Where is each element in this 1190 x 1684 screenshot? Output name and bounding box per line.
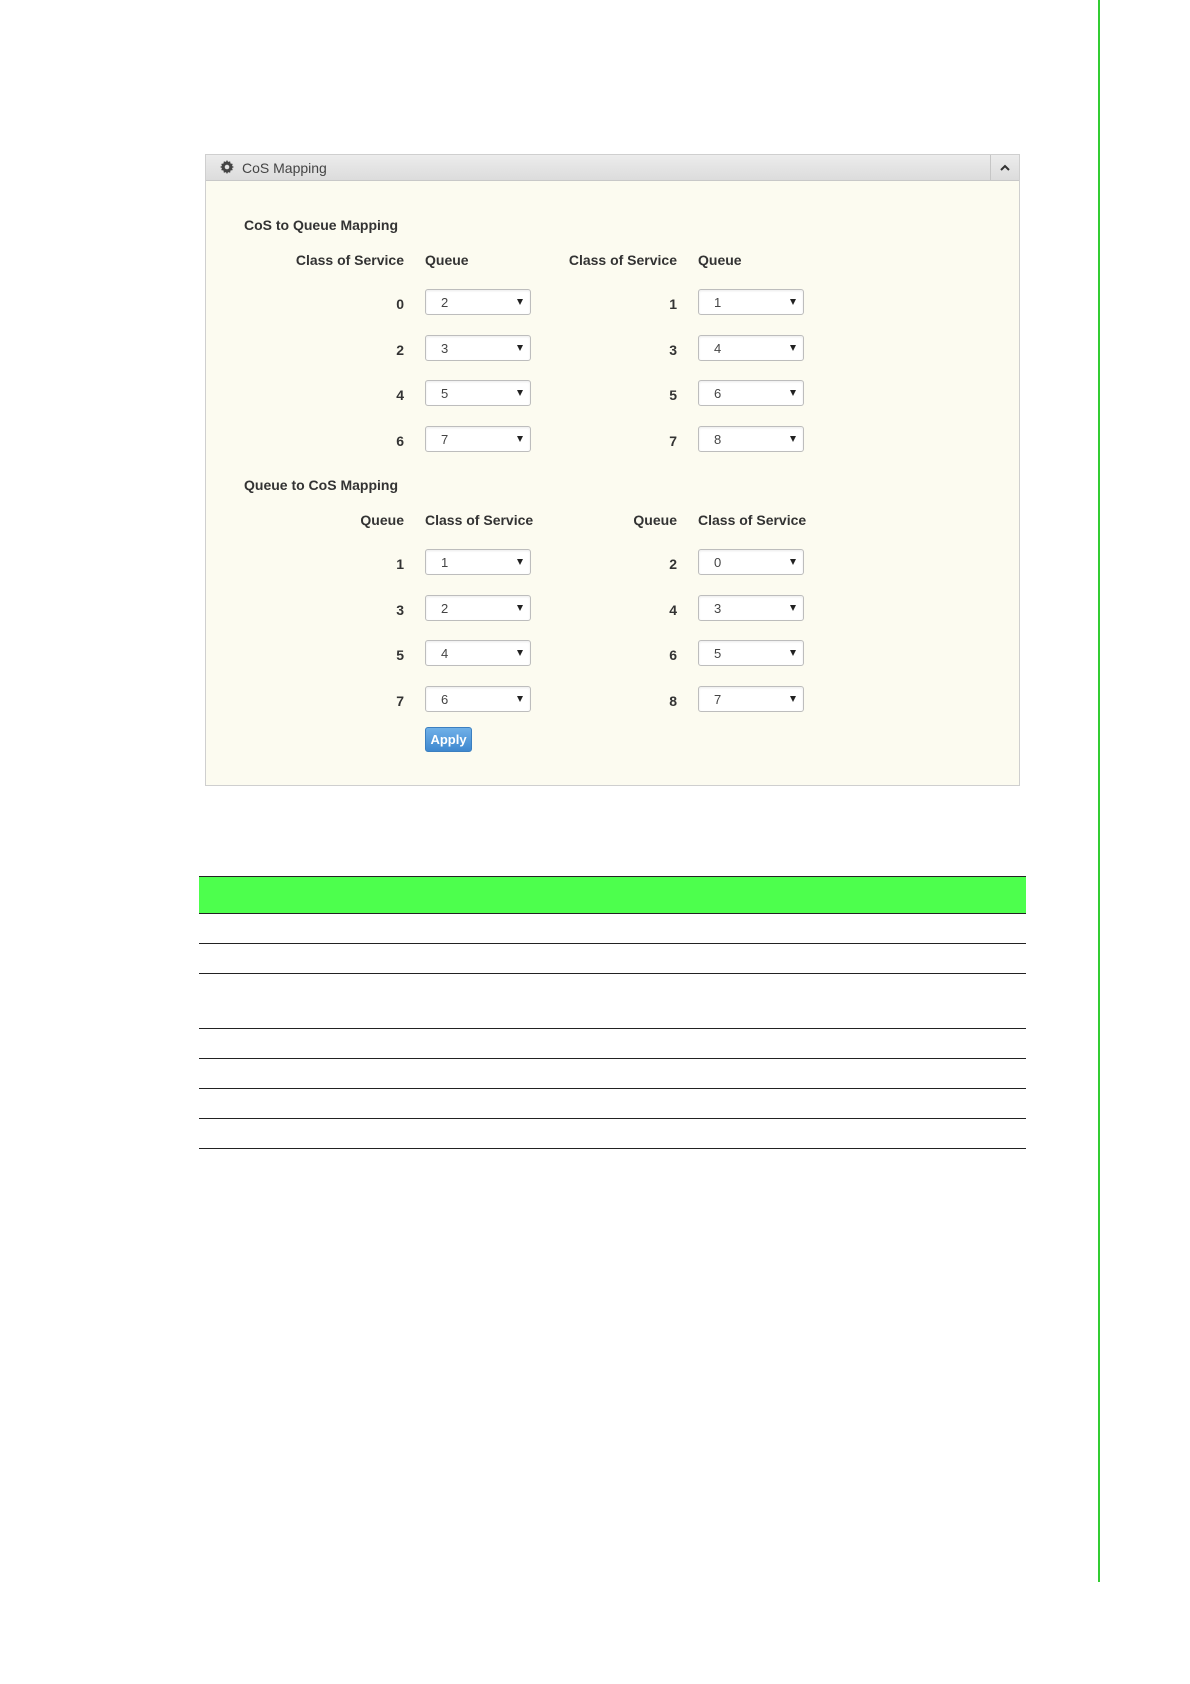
col-header-cos-right: Class of Service — [568, 252, 677, 268]
select-value: 5 — [441, 386, 449, 401]
panel-header — [206, 155, 1019, 181]
queue-select[interactable] — [698, 335, 804, 361]
select-value: 6 — [441, 692, 449, 707]
cos-label: 2 — [396, 342, 404, 358]
cos-select[interactable] — [698, 549, 804, 575]
select-value: 0 — [714, 555, 722, 570]
table-header-row — [199, 876, 1026, 914]
select-value: 3 — [441, 341, 449, 356]
queue-select[interactable] — [698, 426, 804, 452]
cos-label: 6 — [396, 433, 404, 449]
queue-select[interactable] — [425, 380, 531, 406]
select-value: 8 — [714, 432, 722, 447]
cos-label: 1 — [669, 296, 677, 312]
cos-label: 7 — [669, 433, 677, 449]
chevron-up-icon[interactable] — [998, 161, 1012, 175]
cos-select[interactable] — [698, 640, 804, 666]
cos-to-queue-title: CoS to Queue Mapping — [244, 217, 398, 233]
table-row-divider — [199, 943, 1026, 944]
select-value: 1 — [441, 555, 449, 570]
table-row-divider — [199, 973, 1026, 974]
queue-to-cos-title: Queue to CoS Mapping — [244, 477, 398, 493]
table-row-divider — [199, 1118, 1026, 1119]
queue-label: 3 — [396, 602, 404, 618]
queue-select[interactable] — [425, 335, 531, 361]
queue-label: 4 — [669, 602, 677, 618]
col-header-queue-right: Queue — [698, 252, 742, 268]
cos-select[interactable] — [425, 595, 531, 621]
cos-select[interactable] — [425, 686, 531, 712]
page-side-rule — [1098, 0, 1100, 1582]
queue-select[interactable] — [425, 426, 531, 452]
queue-select[interactable] — [698, 289, 804, 315]
select-value: 4 — [441, 646, 449, 661]
cos-select[interactable] — [425, 640, 531, 666]
table-row-divider — [199, 1058, 1026, 1059]
gear-icon — [220, 160, 234, 174]
dropdown-arrow-icon — [517, 390, 523, 396]
select-value: 5 — [714, 646, 722, 661]
col-header-cos-left: Class of Service — [425, 512, 534, 528]
select-value: 2 — [441, 601, 449, 616]
queue-label: 5 — [396, 647, 404, 663]
cos-label: 0 — [396, 296, 404, 312]
header-divider — [990, 155, 991, 180]
select-value: 3 — [714, 601, 722, 616]
col-header-queue-left: Queue — [360, 512, 404, 528]
dropdown-arrow-icon — [517, 696, 523, 702]
cos-label: 5 — [669, 387, 677, 403]
select-value: 1 — [714, 295, 722, 310]
dropdown-arrow-icon — [517, 436, 523, 442]
dropdown-arrow-icon — [790, 605, 796, 611]
cos-label: 4 — [396, 387, 404, 403]
queue-select[interactable] — [425, 289, 531, 315]
select-value: 6 — [714, 386, 722, 401]
dropdown-arrow-icon — [517, 559, 523, 565]
dropdown-arrow-icon — [517, 605, 523, 611]
apply-button[interactable]: Apply — [425, 727, 472, 752]
queue-label: 7 — [396, 693, 404, 709]
queue-label: 6 — [669, 647, 677, 663]
cos-label: 3 — [669, 342, 677, 358]
dropdown-arrow-icon — [790, 345, 796, 351]
dropdown-arrow-icon — [790, 696, 796, 702]
cos-select[interactable] — [425, 549, 531, 575]
col-header-queue-right: Queue — [633, 512, 677, 528]
dropdown-arrow-icon — [517, 345, 523, 351]
dropdown-arrow-icon — [790, 390, 796, 396]
queue-label: 2 — [669, 556, 677, 572]
dropdown-arrow-icon — [790, 650, 796, 656]
select-value: 7 — [714, 692, 722, 707]
queue-label: 1 — [396, 556, 404, 572]
col-header-queue-left: Queue — [425, 252, 469, 268]
dropdown-arrow-icon — [517, 299, 523, 305]
col-header-cos-right: Class of Service — [698, 512, 807, 528]
table-row-divider — [199, 1148, 1026, 1149]
dropdown-arrow-icon — [790, 559, 796, 565]
queue-label: 8 — [669, 693, 677, 709]
col-header-cos-left: Class of Service — [295, 252, 404, 268]
dropdown-arrow-icon — [790, 436, 796, 442]
dropdown-arrow-icon — [790, 299, 796, 305]
table-row-divider — [199, 1028, 1026, 1029]
cos-select[interactable] — [698, 595, 804, 621]
table-row-divider — [199, 1088, 1026, 1089]
queue-select[interactable] — [698, 380, 804, 406]
select-value: 7 — [441, 432, 449, 447]
cos-select[interactable] — [698, 686, 804, 712]
select-value: 2 — [441, 295, 449, 310]
cos-mapping-panel — [205, 154, 1020, 786]
dropdown-arrow-icon — [517, 650, 523, 656]
select-value: 4 — [714, 341, 722, 356]
panel-title: CoS Mapping — [242, 160, 327, 176]
